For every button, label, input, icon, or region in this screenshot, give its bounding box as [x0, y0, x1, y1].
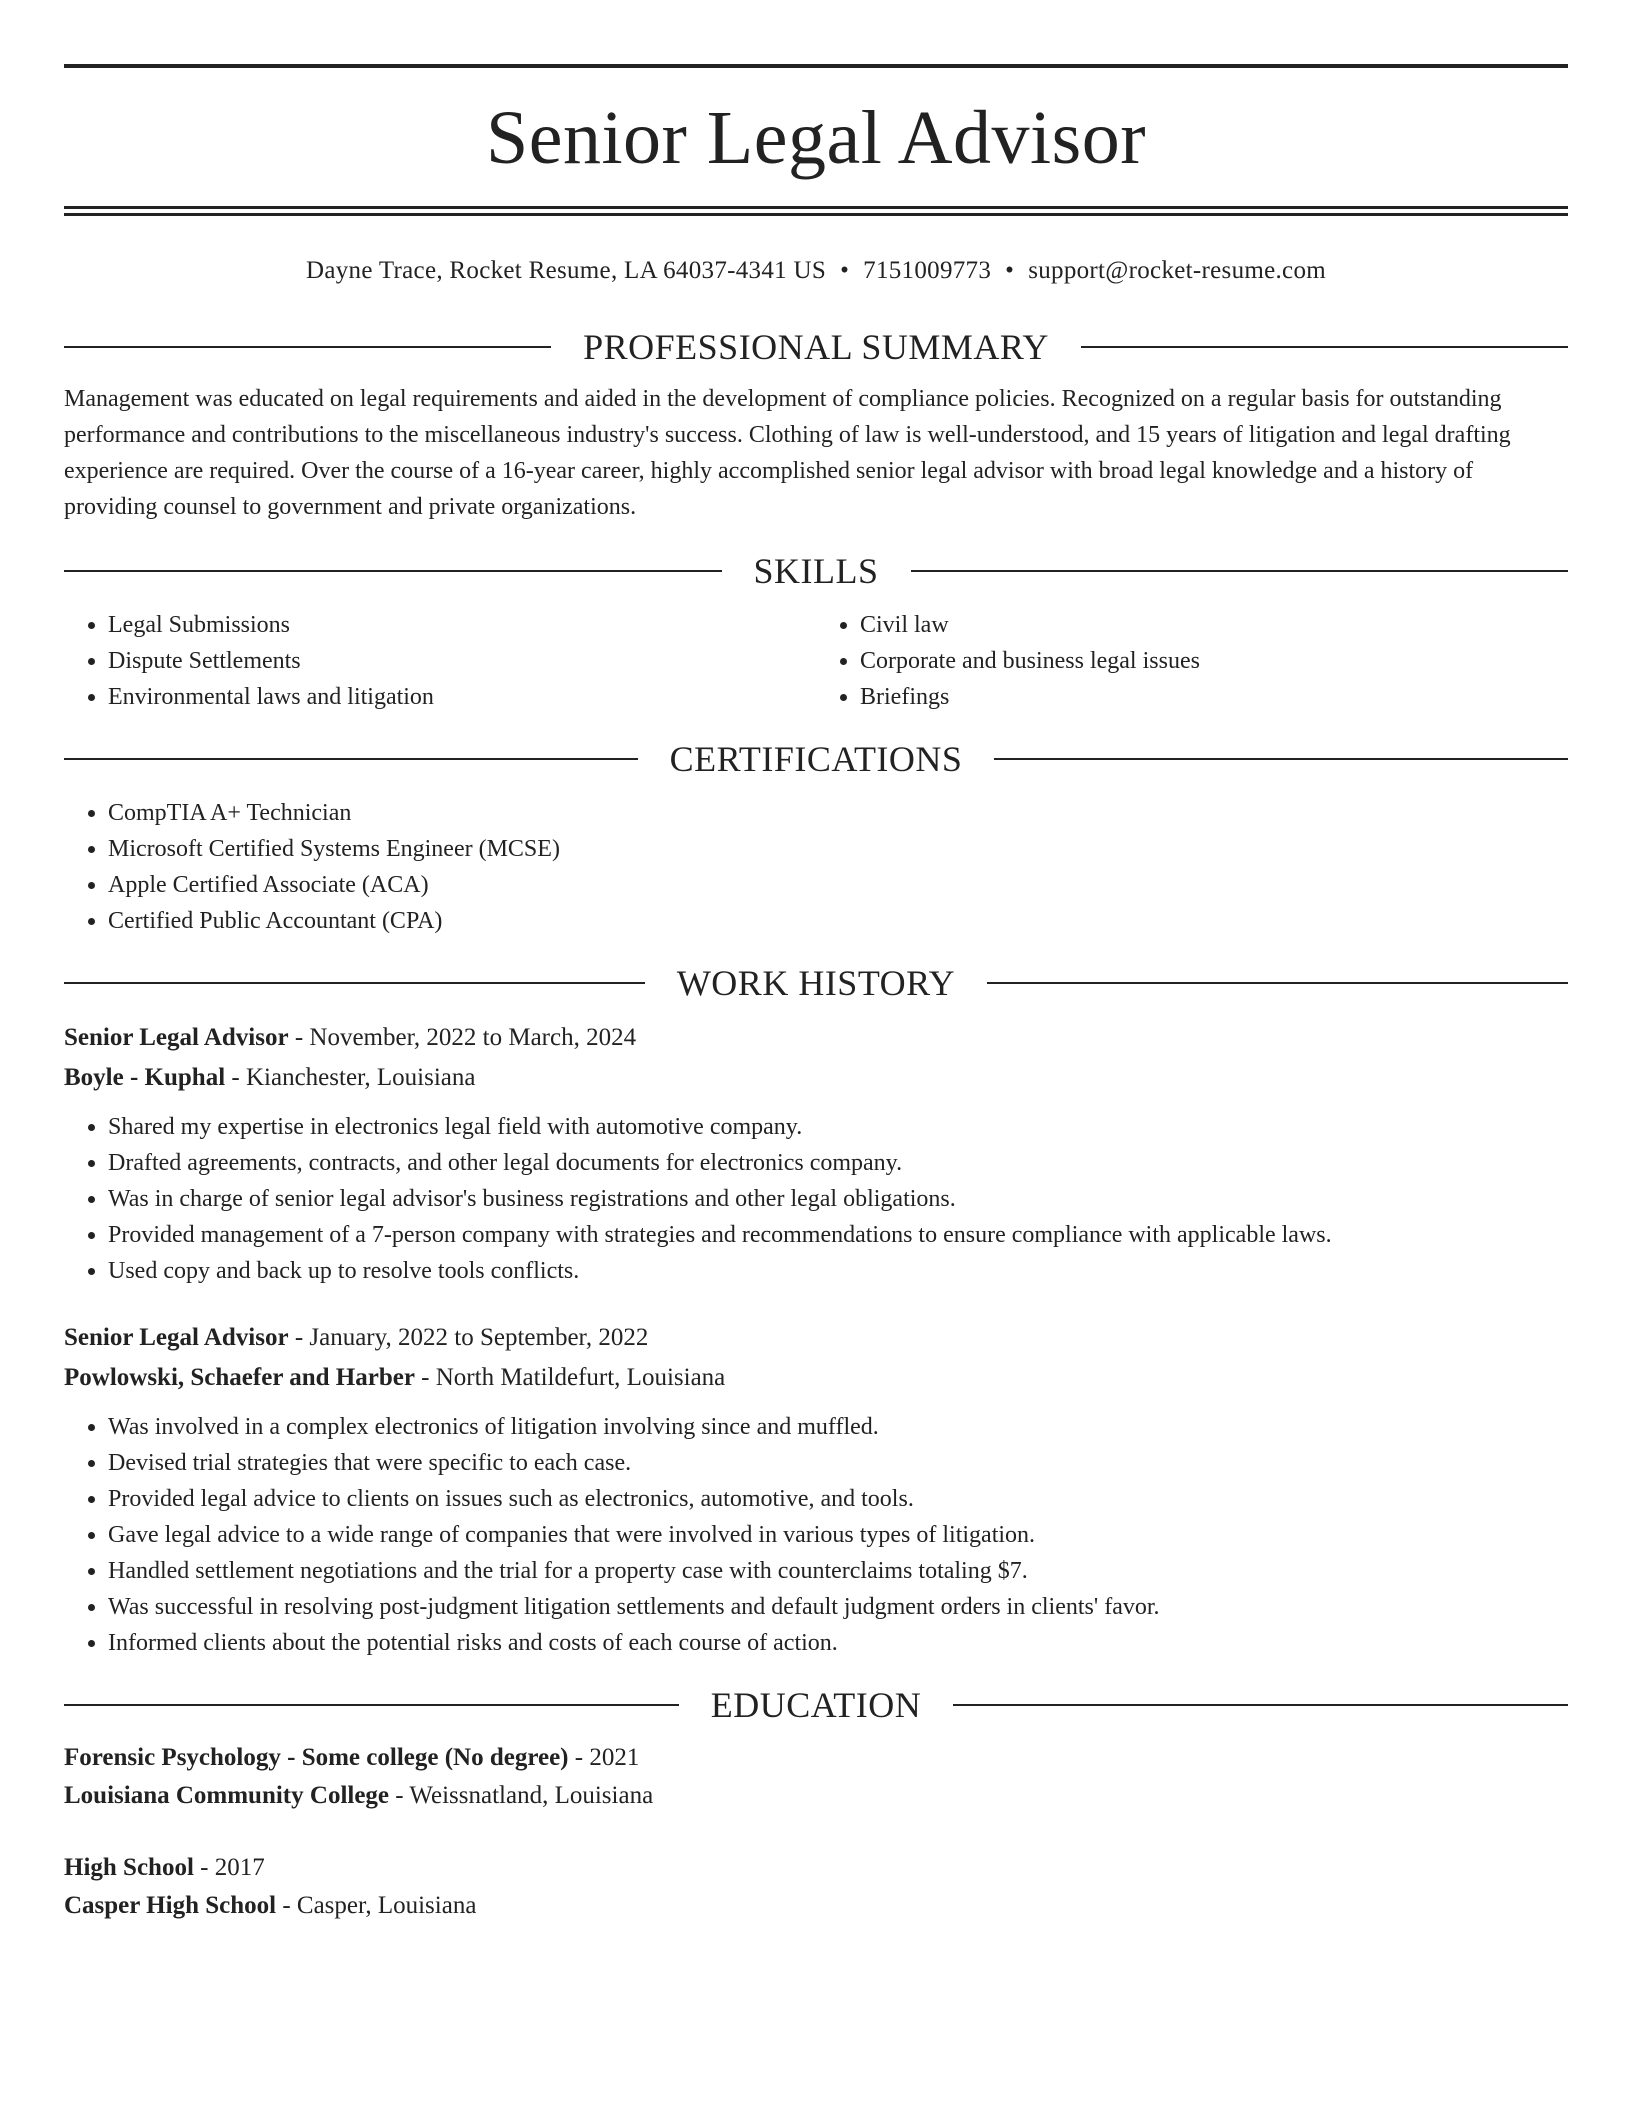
job-duty-item: • Shared my expertise in electronics legal field with automotive company.	[108, 1109, 1568, 1145]
job-title-line: Senior Legal Advisor - November, 2022 to March, 2024	[64, 1024, 637, 1051]
education-school-line: Casper High School - Casper, Louisiana	[64, 1892, 477, 1919]
job-duty-item: • Was successful in resolving post-judgment litigation settlements and default judgment orders in clients' favor.	[108, 1589, 1568, 1625]
education-degree-line: High School - 2017	[64, 1854, 265, 1881]
job-duty-item: • Devised trial strategies that were specific to each case.	[108, 1445, 1568, 1481]
job-company: Boyle - Kuphal	[64, 1064, 226, 1091]
certification-item: • Microsoft Certified Systems Engineer (MCSE)	[108, 831, 1568, 867]
skill-item: • Briefings	[860, 679, 1568, 715]
heading-rule	[1081, 346, 1568, 348]
education-heading	[64, 1683, 1568, 1727]
job-duty-item: • Informed clients about the potential risks and costs of each course of action.	[108, 1625, 1568, 1661]
contact-phone: 7151009773	[863, 257, 992, 284]
job-duty-item: • Was in charge of senior legal advisor's business registrations and other legal obligations.	[108, 1181, 1568, 1217]
education-school: Louisiana Community College	[64, 1782, 390, 1809]
skill-item: • Civil law	[860, 607, 1568, 643]
skill-item: • Environmental laws and litigation	[108, 679, 816, 715]
certification-item: • Certified Public Accountant (CPA)	[108, 903, 1568, 939]
section-title: EDUCATION	[710, 1685, 922, 1725]
job-entry	[64, 1019, 1568, 1289]
section-title: SKILLS	[753, 551, 879, 591]
heading-rule	[64, 1704, 679, 1706]
contact-separator: •	[1005, 257, 1015, 284]
heading-rule	[64, 758, 638, 760]
education-school: Casper High School	[64, 1892, 277, 1919]
job-entry	[64, 1319, 1568, 1661]
job-duty-item: • Gave legal advice to a wide range of companies that were involved in various types of litigation.	[108, 1517, 1568, 1553]
job-company-line: Boyle - Kuphal - Kianchester, Louisiana	[64, 1064, 476, 1091]
job-duty-item: • Was involved in a complex electronics of litigation involving since and muffled.	[108, 1409, 1568, 1445]
education-school-line: Louisiana Community College - Weissnatland, Louisiana	[64, 1782, 654, 1809]
education-location: Casper, Louisiana	[296, 1892, 477, 1919]
skills-column-left	[64, 607, 816, 715]
certification-item: • Apple Certified Associate (ACA)	[108, 867, 1568, 903]
job-company-line: Powlowski, Schaefer and Harber - North Matildefurt, Louisiana	[64, 1364, 726, 1391]
section-title: WORK HISTORY	[676, 963, 956, 1003]
title-block	[64, 64, 1568, 209]
education-degree-line: Forensic Psychology - Some college (No degree) - 2021	[64, 1744, 640, 1771]
job-duties	[64, 1409, 1568, 1661]
job-title: Senior Legal Advisor	[64, 1024, 289, 1051]
work-history-heading	[64, 961, 1568, 1005]
skill-item: • Legal Submissions	[108, 607, 816, 643]
job-location: Kianchester, Louisiana	[245, 1064, 476, 1091]
skills-heading	[64, 549, 1568, 593]
contact-address: Dayne Trace, Rocket Resume, LA 64037-4341 US	[305, 257, 827, 284]
education-year: 2017	[214, 1854, 265, 1881]
heading-rule	[987, 982, 1568, 984]
summary-heading	[64, 325, 1568, 369]
contact-line	[64, 255, 1568, 287]
skill-item: • Dispute Settlements	[108, 643, 816, 679]
certifications-heading	[64, 737, 1568, 781]
heading-rule	[64, 982, 645, 984]
heading-rule	[64, 346, 551, 348]
heading-rule	[953, 1704, 1568, 1706]
contact-email: support@rocket-resume.com	[1028, 257, 1326, 284]
job-dates: January, 2022 to September, 2022	[309, 1324, 649, 1351]
job-title: Senior Legal Advisor	[64, 1324, 289, 1351]
education-entry	[64, 1739, 1568, 1815]
section-title: PROFESSIONAL SUMMARY	[583, 327, 1049, 367]
job-duty-item: • Provided legal advice to clients on issues such as electronics, automotive, and tools.	[108, 1481, 1568, 1517]
certification-item: • CompTIA A+ Technician	[108, 795, 1568, 831]
section-title: CERTIFICATIONS	[669, 739, 963, 779]
education-location: Weissnatland, Louisiana	[409, 1782, 654, 1809]
job-duty-item: • Provided management of a 7-person company with strategies and recommendations to ensure compliance with applicable laws.	[108, 1217, 1568, 1253]
education-degree: High School	[64, 1854, 194, 1881]
skills-column-right	[816, 607, 1568, 715]
skills-list	[64, 593, 1568, 715]
education-year: 2021	[589, 1744, 640, 1771]
certifications-list	[64, 795, 1568, 939]
job-duties	[64, 1109, 1568, 1289]
education-degree: Forensic Psychology - Some college (No degree)	[64, 1744, 569, 1771]
job-duty-item: • Used copy and back up to resolve tools conflicts.	[108, 1253, 1568, 1289]
job-title-line: Senior Legal Advisor - January, 2022 to September, 2022	[64, 1324, 649, 1351]
contact-separator: •	[840, 257, 850, 284]
job-dates: November, 2022 to March, 2024	[309, 1024, 637, 1051]
job-company: Powlowski, Schaefer and Harber	[64, 1364, 415, 1391]
job-duty-item: • Handled settlement negotiations and the trial for a property case with counterclaims totaling $7.	[108, 1553, 1568, 1589]
heading-rule	[911, 570, 1569, 572]
heading-rule	[64, 570, 722, 572]
job-location: North Matildefurt, Louisiana	[435, 1364, 726, 1391]
skill-item: • Corporate and business legal issues	[860, 643, 1568, 679]
job-duty-item: • Drafted agreements, contracts, and other legal documents for electronics company.	[108, 1145, 1568, 1181]
heading-rule	[994, 758, 1568, 760]
education-entry	[64, 1849, 1568, 1925]
page-title: Senior Legal Advisor	[485, 96, 1147, 180]
summary-text: Management was educated on legal requirements and aided in the development of compliance policies. Recognized on a regular basis for outstanding performance and contributions to the miscellaneous industry's success. Clothing of law is well-understood, and 15 years of litigation and legal drafting experience are required. Over the course of a 16-year career, highly accomplished senior legal advisor with broad legal knowledge and a history of providing counsel to government and private organizations.	[64, 386, 1511, 520]
